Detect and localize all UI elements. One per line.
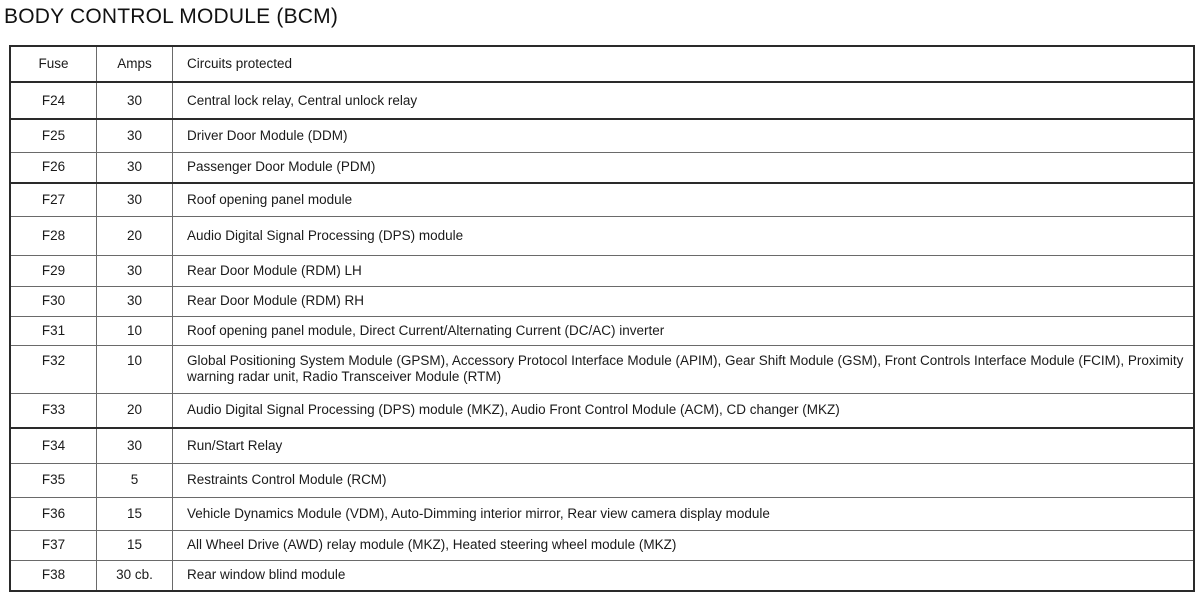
- circuits-cell: Rear Door Module (RDM) RH: [173, 286, 1195, 316]
- table-row: [10, 463, 1194, 497]
- amps-cell: 30: [97, 428, 173, 463]
- header-amps: Amps: [97, 46, 173, 82]
- amps-cell: 30: [97, 255, 173, 286]
- circuits-cell: Run/Start Relay: [173, 428, 1195, 463]
- amps-cell: 30: [97, 119, 173, 152]
- table-header: [10, 46, 1194, 82]
- table-row: [10, 255, 1194, 286]
- amps-cell: 10: [97, 345, 173, 393]
- amps-cell: 20: [97, 216, 173, 255]
- fuse-cell: F34: [10, 428, 97, 463]
- fuse-cell: F36: [10, 497, 97, 530]
- circuits-cell: Audio Digital Signal Processing (DPS) module (MKZ), Audio Front Control Module (ACM), CD changer (MKZ): [173, 393, 1195, 428]
- amps-cell: 15: [97, 497, 173, 530]
- table-row: [10, 216, 1194, 255]
- fuse-cell: F35: [10, 463, 97, 497]
- fuse-cell: F33: [10, 393, 97, 428]
- circuits-cell: Global Positioning System Module (GPSM), Accessory Protocol Interface Module (APIM), Gear Shift Module (GSM), Front Controls Interface Module (FCIM), Proximity warning radar unit, Radio Transceiver Module (RTM): [173, 345, 1195, 393]
- table-row: [10, 345, 1194, 393]
- circuits-cell: All Wheel Drive (AWD) relay module (MKZ), Heated steering wheel module (MKZ): [173, 530, 1195, 560]
- table-row: [10, 530, 1194, 560]
- table-row: [10, 286, 1194, 316]
- circuits-cell: Roof opening panel module: [173, 183, 1195, 216]
- circuits-cell: Roof opening panel module, Direct Current/Alternating Current (DC/AC) inverter: [173, 316, 1195, 345]
- fuse-cell: F32: [10, 345, 97, 393]
- amps-cell: 15: [97, 530, 173, 560]
- fuse-cell: F28: [10, 216, 97, 255]
- table-row: [10, 316, 1194, 345]
- table-row: [10, 183, 1194, 216]
- amps-cell: 30: [97, 152, 173, 183]
- circuits-cell: Vehicle Dynamics Module (VDM), Auto-Dimming interior mirror, Rear view camera display module: [173, 497, 1195, 530]
- amps-cell: 30: [97, 286, 173, 316]
- fuse-cell: F37: [10, 530, 97, 560]
- fuse-cell: F29: [10, 255, 97, 286]
- amps-cell: 5: [97, 463, 173, 497]
- table-row: [10, 560, 1194, 591]
- fuse-table: [9, 45, 1195, 592]
- fuse-cell: F30: [10, 286, 97, 316]
- table-row: [10, 119, 1194, 152]
- header-circuits: Circuits protected: [187, 56, 293, 71]
- circuits-cell: Rear window blind module: [173, 560, 1195, 591]
- circuits-cell: Restraints Control Module (RCM): [173, 463, 1195, 497]
- amps-cell: 10: [97, 316, 173, 345]
- table-row: [10, 82, 1194, 119]
- table-body: [10, 82, 1194, 591]
- table-row: [10, 393, 1194, 428]
- fuse-cell: F38: [10, 560, 97, 591]
- fuse-cell: F31: [10, 316, 97, 345]
- circuits-cell: Central lock relay, Central unlock relay: [173, 82, 1195, 119]
- table-row: [10, 152, 1194, 183]
- amps-cell: 30 cb.: [97, 560, 173, 591]
- amps-cell: 30: [97, 82, 173, 119]
- fuse-cell: F24: [10, 82, 97, 119]
- circuits-cell: Rear Door Module (RDM) LH: [173, 255, 1195, 286]
- header-row: [10, 46, 1194, 82]
- fuse-cell: F25: [10, 119, 97, 152]
- table-row: [10, 497, 1194, 530]
- fuse-cell: F26: [10, 152, 97, 183]
- table-row: [10, 428, 1194, 463]
- amps-cell: 30: [97, 183, 173, 216]
- page-title: BODY CONTROL MODULE (BCM): [4, 5, 339, 28]
- header-fuse: Fuse: [10, 46, 97, 82]
- circuits-cell: Audio Digital Signal Processing (DPS) module: [173, 216, 1195, 255]
- circuits-cell: Driver Door Module (DDM): [173, 119, 1195, 152]
- circuits-cell: Passenger Door Module (PDM): [173, 152, 1195, 183]
- amps-cell: 20: [97, 393, 173, 428]
- fuse-cell: F27: [10, 183, 97, 216]
